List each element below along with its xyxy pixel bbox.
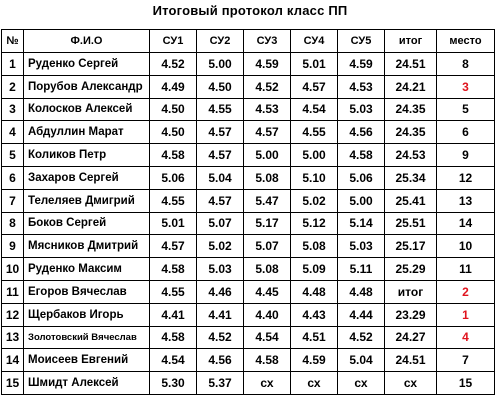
cell-su4: 5.08 (291, 235, 338, 258)
cell-su4: 5.10 (291, 166, 338, 189)
table-row (2, 372, 495, 395)
results-table (1, 29, 495, 395)
cell-su4: 5.00 (291, 144, 338, 167)
cell-place: 13 (437, 189, 495, 212)
cell-name: Руденко Сергей (24, 53, 150, 76)
cell-su5: 5.14 (338, 212, 385, 235)
cell-number: 7 (2, 189, 24, 212)
cell-su5: 5.03 (338, 235, 385, 258)
cell-place: 10 (437, 235, 495, 258)
cell-place: 5 (437, 98, 495, 121)
cell-place: 9 (437, 144, 495, 167)
cell-su2: 4.52 (197, 326, 244, 349)
cell-place: 11 (437, 258, 495, 281)
cell-name: Щербаков Игорь (24, 303, 150, 326)
cell-number: 8 (2, 212, 24, 235)
cell-place: 15 (437, 372, 495, 395)
cell-su4: 5.02 (291, 189, 338, 212)
cell-name: Боков Сергей (24, 212, 150, 235)
cell-su5: 5.06 (338, 166, 385, 189)
cell-su1: 4.58 (150, 326, 197, 349)
cell-su5: 4.52 (338, 326, 385, 349)
cell-name: Телеляев Дмигрий (24, 189, 150, 212)
column-header-su4: СУ4 (291, 30, 338, 53)
table-row (2, 121, 495, 144)
cell-su5: 4.53 (338, 75, 385, 98)
cell-place: 7 (437, 349, 495, 372)
cell-su3: 5.07 (244, 235, 291, 258)
cell-place: 6 (437, 121, 495, 144)
cell-su3: 4.40 (244, 303, 291, 326)
cell-su1: 4.55 (150, 280, 197, 303)
cell-place: 4 (437, 326, 495, 349)
table-row (2, 189, 495, 212)
page-title: Итоговый протокол класс ПП (152, 3, 348, 18)
cell-su2: 4.56 (197, 349, 244, 372)
cell-name: Моисеев Евгений (24, 349, 150, 372)
cell-total: 25.51 (385, 212, 437, 235)
cell-su2: 4.57 (197, 144, 244, 167)
cell-su4: 5.01 (291, 53, 338, 76)
cell-name: Колосков Алексей (24, 98, 150, 121)
cell-su5: 4.48 (338, 280, 385, 303)
cell-total: итог (385, 280, 437, 303)
cell-number: 13 (2, 326, 24, 349)
cell-name: Мясников Дмитрий (24, 235, 150, 258)
cell-number: 10 (2, 258, 24, 281)
cell-su3: 4.59 (244, 53, 291, 76)
cell-total: 25.29 (385, 258, 437, 281)
cell-su5: 4.56 (338, 121, 385, 144)
cell-total: 24.53 (385, 144, 437, 167)
cell-su1: 4.52 (150, 53, 197, 76)
cell-su3: 4.57 (244, 121, 291, 144)
cell-su2: 4.46 (197, 280, 244, 303)
cell-su1: 4.55 (150, 189, 197, 212)
cell-su2: 5.04 (197, 166, 244, 189)
column-header-su2: СУ2 (197, 30, 244, 53)
cell-su1: 4.50 (150, 98, 197, 121)
cell-su4: 4.59 (291, 349, 338, 372)
cell-su1: 4.41 (150, 303, 197, 326)
cell-su3: 5.47 (244, 189, 291, 212)
cell-number: 15 (2, 372, 24, 395)
table-row (2, 212, 495, 235)
cell-su1: 4.54 (150, 349, 197, 372)
cell-su2: 4.50 (197, 75, 244, 98)
cell-place: 14 (437, 212, 495, 235)
cell-su1: 4.58 (150, 258, 197, 281)
table-row (2, 53, 495, 76)
column-header-su3: СУ3 (244, 30, 291, 53)
cell-su1: 4.57 (150, 235, 197, 258)
cell-su2: 4.41 (197, 303, 244, 326)
cell-su3: 4.58 (244, 349, 291, 372)
table-row (2, 303, 495, 326)
cell-su3: 5.08 (244, 258, 291, 281)
cell-su3: 4.54 (244, 326, 291, 349)
cell-number: 6 (2, 166, 24, 189)
table-row (2, 75, 495, 98)
cell-place: 12 (437, 166, 495, 189)
cell-place: 2 (437, 280, 495, 303)
cell-number: 11 (2, 280, 24, 303)
table-row (2, 258, 495, 281)
cell-name: Захаров Сергей (24, 166, 150, 189)
table-row (2, 98, 495, 121)
column-header-su5: СУ5 (338, 30, 385, 53)
cell-name: Коликов Петр (24, 144, 150, 167)
cell-su2: 5.02 (197, 235, 244, 258)
cell-su4: 5.12 (291, 212, 338, 235)
cell-su1: 4.50 (150, 121, 197, 144)
cell-number: 14 (2, 349, 24, 372)
cell-su3: сх (244, 372, 291, 395)
table-row (2, 235, 495, 258)
cell-su2: 5.37 (197, 372, 244, 395)
cell-su3: 4.45 (244, 280, 291, 303)
cell-su5: 4.58 (338, 144, 385, 167)
cell-number: 12 (2, 303, 24, 326)
cell-number: 3 (2, 98, 24, 121)
cell-total: 24.27 (385, 326, 437, 349)
cell-su2: 4.57 (197, 121, 244, 144)
cell-su5: 5.00 (338, 189, 385, 212)
cell-su2: 5.07 (197, 212, 244, 235)
column-header-su1: СУ1 (150, 30, 197, 53)
cell-name: Егоров Вячеслав (24, 280, 150, 303)
cell-su3: 5.17 (244, 212, 291, 235)
cell-name: Золотовский Вячеслав (24, 326, 150, 349)
cell-total: 25.41 (385, 189, 437, 212)
cell-name: Руденко Максим (24, 258, 150, 281)
cell-su2: 5.00 (197, 53, 244, 76)
cell-su1: 5.01 (150, 212, 197, 235)
cell-su2: 5.03 (197, 258, 244, 281)
cell-su5: сх (338, 372, 385, 395)
table-row (2, 144, 495, 167)
cell-total: 24.35 (385, 121, 437, 144)
cell-su4: 4.43 (291, 303, 338, 326)
column-header-number: № (2, 30, 24, 53)
cell-su1: 4.58 (150, 144, 197, 167)
table-row (2, 349, 495, 372)
cell-name: Шмидт Алексей (24, 372, 150, 395)
cell-su3: 4.52 (244, 75, 291, 98)
cell-su4: 4.48 (291, 280, 338, 303)
column-header-total: итог (385, 30, 437, 53)
cell-su5: 4.44 (338, 303, 385, 326)
cell-su5: 5.04 (338, 349, 385, 372)
cell-su3: 5.08 (244, 166, 291, 189)
table-row (2, 166, 495, 189)
cell-su5: 5.11 (338, 258, 385, 281)
cell-number: 4 (2, 121, 24, 144)
table-header-row (2, 30, 495, 53)
cell-number: 5 (2, 144, 24, 167)
cell-total: 23.29 (385, 303, 437, 326)
cell-total: сх (385, 372, 437, 395)
cell-su5: 5.03 (338, 98, 385, 121)
cell-su2: 4.55 (197, 98, 244, 121)
cell-su4: 5.09 (291, 258, 338, 281)
cell-total: 24.51 (385, 53, 437, 76)
cell-number: 1 (2, 53, 24, 76)
cell-su1: 5.30 (150, 372, 197, 395)
cell-number: 9 (2, 235, 24, 258)
cell-number: 2 (2, 75, 24, 98)
table-row (2, 326, 495, 349)
cell-su2: 4.57 (197, 189, 244, 212)
cell-su3: 4.53 (244, 98, 291, 121)
table-row (2, 280, 495, 303)
cell-su3: 5.00 (244, 144, 291, 167)
cell-su5: 4.59 (338, 53, 385, 76)
cell-total: 24.51 (385, 349, 437, 372)
column-header-place: место (437, 30, 495, 53)
cell-su4: 4.55 (291, 121, 338, 144)
cell-name: Абдуллин Марат (24, 121, 150, 144)
cell-su4: 4.57 (291, 75, 338, 98)
cell-su4: 4.54 (291, 98, 338, 121)
cell-total: 24.35 (385, 98, 437, 121)
cell-place: 3 (437, 75, 495, 98)
cell-su4: сх (291, 372, 338, 395)
cell-su4: 4.51 (291, 326, 338, 349)
cell-place: 8 (437, 53, 495, 76)
cell-total: 24.21 (385, 75, 437, 98)
cell-su1: 5.06 (150, 166, 197, 189)
cell-name: Порубов Александр (24, 75, 150, 98)
cell-total: 25.34 (385, 166, 437, 189)
cell-place: 1 (437, 303, 495, 326)
cell-total: 25.17 (385, 235, 437, 258)
column-header-name: Ф.И.О (24, 30, 150, 53)
cell-su1: 4.49 (150, 75, 197, 98)
